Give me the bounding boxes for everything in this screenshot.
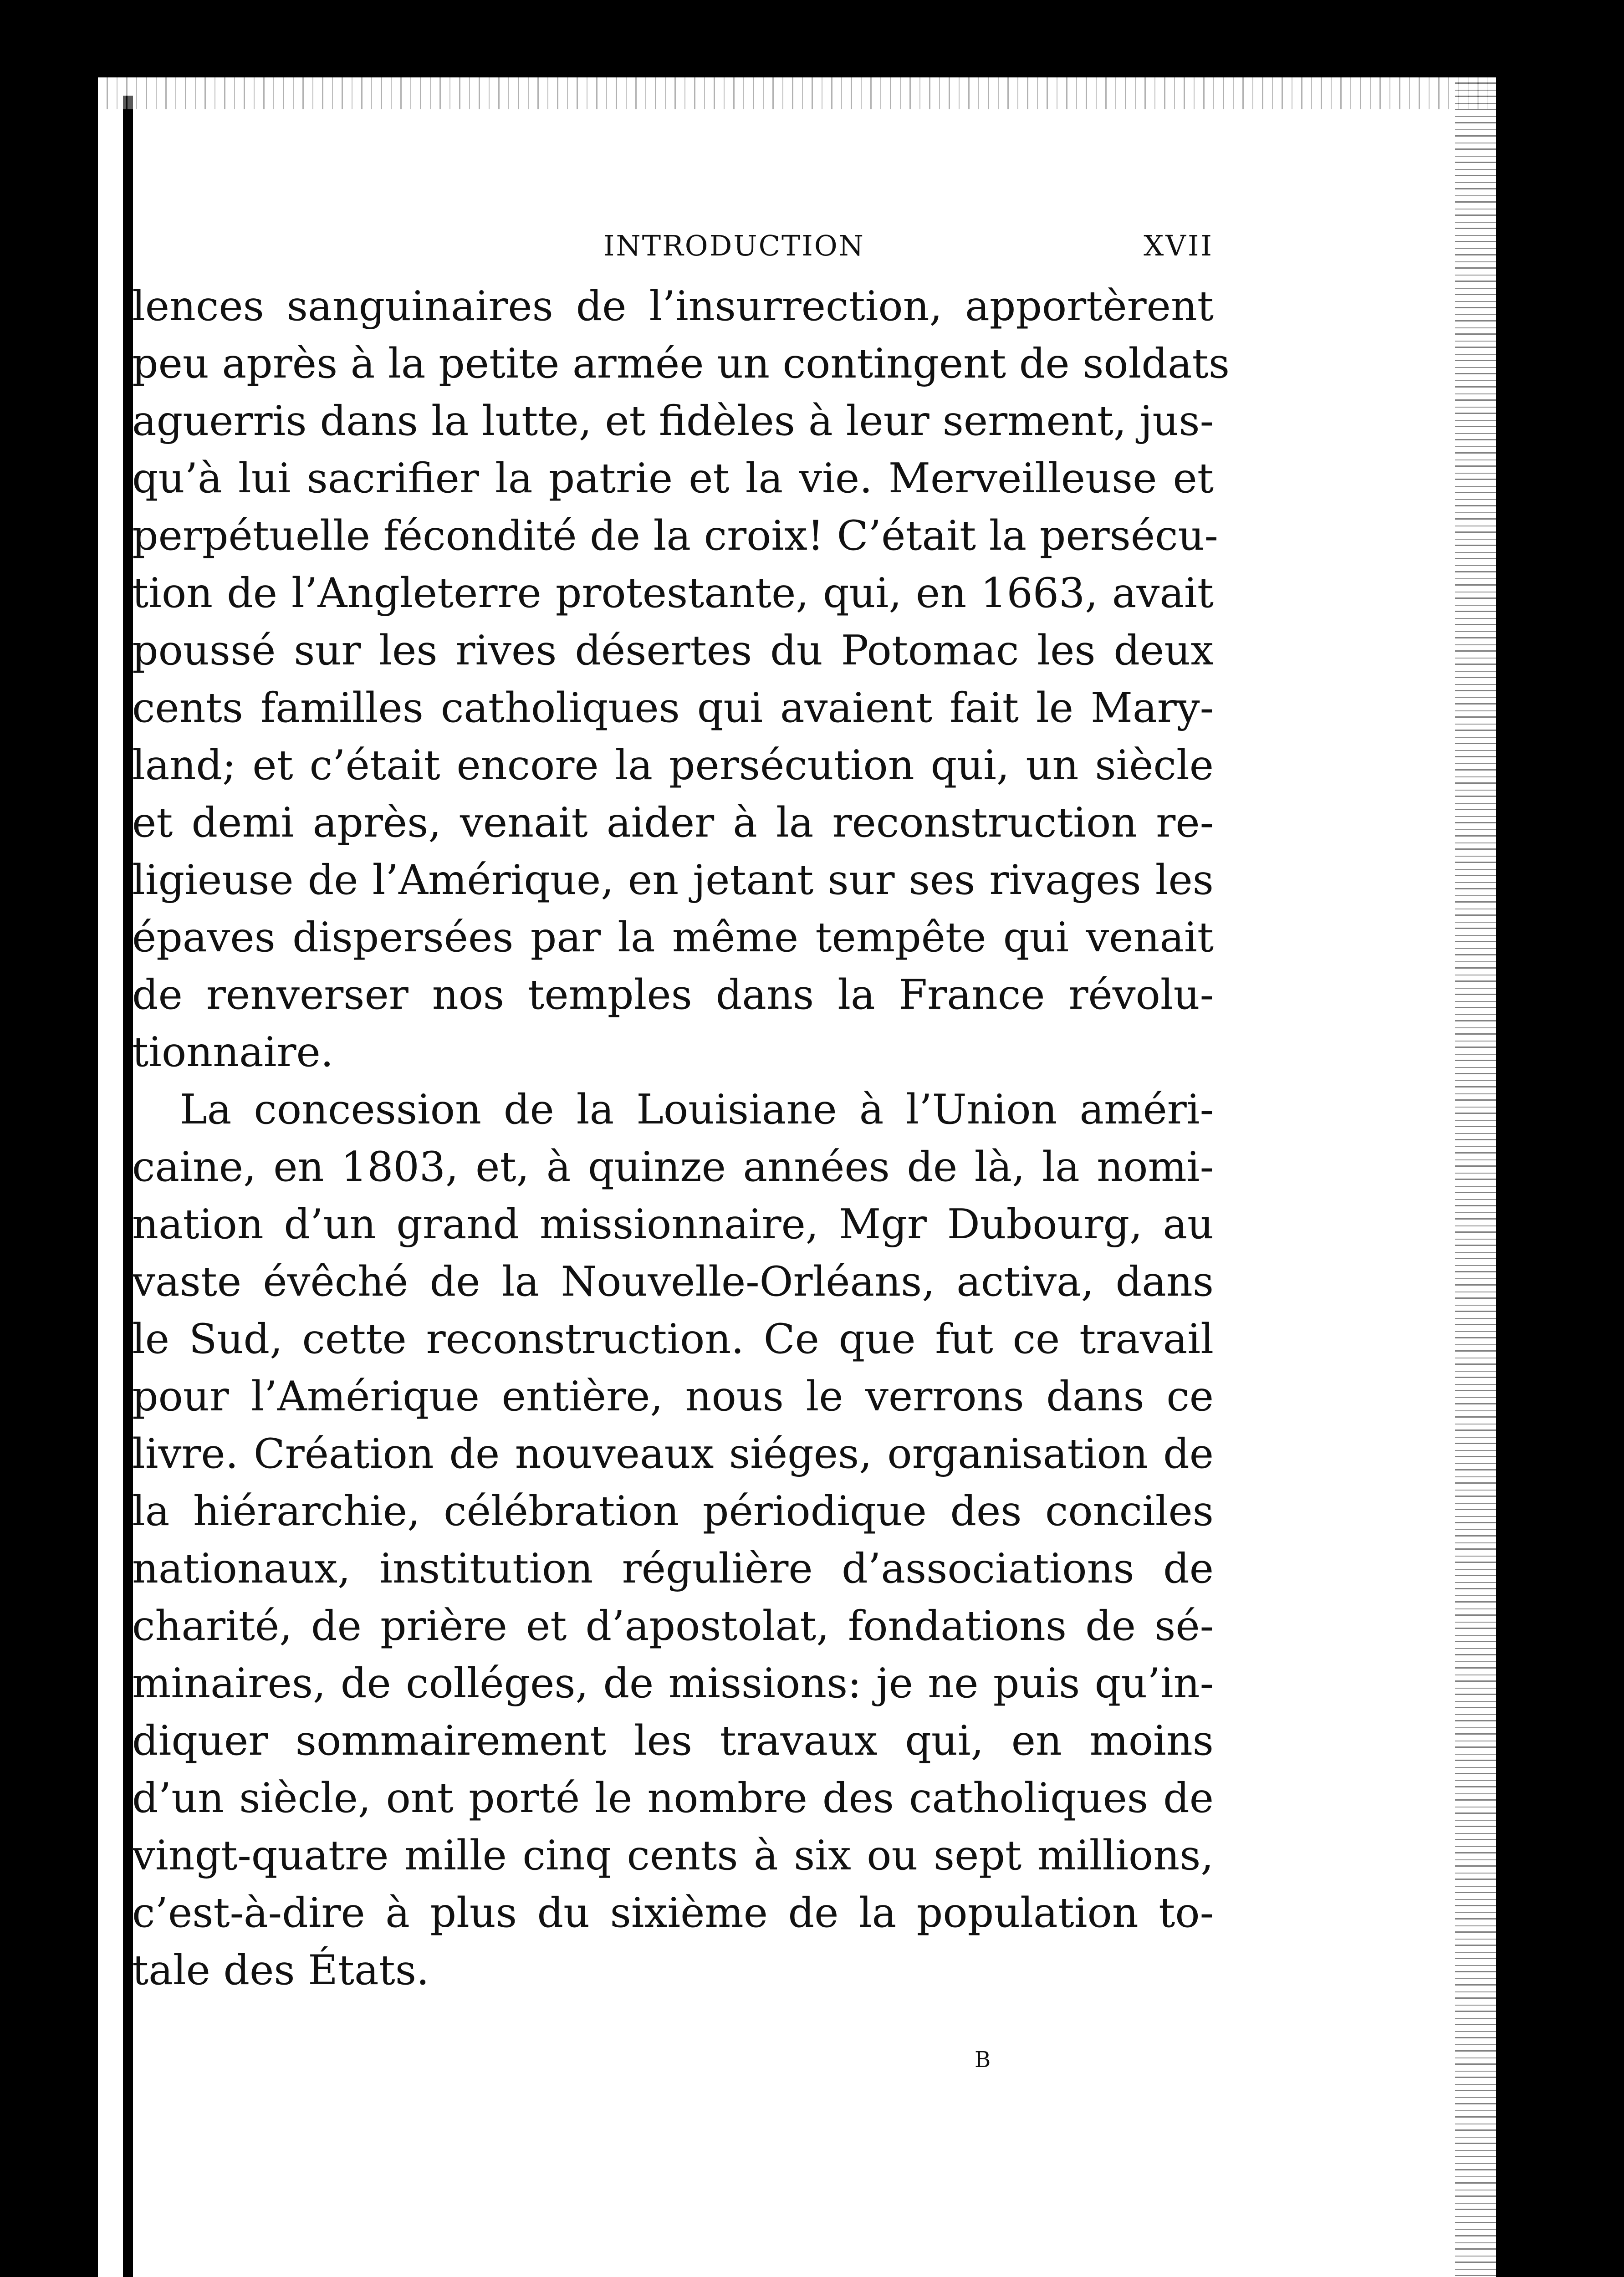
text-line: cents familles catholiques qui avaient fait le Mary- [132,684,1214,732]
text-line: épaves dispersées par la même tempête qui venait [132,914,1214,961]
body-text [132,278,1230,1999]
page-folio: XVII [1144,229,1214,262]
binding-gutter-line [123,96,133,2277]
running-head [132,225,1214,266]
text-line: diquer sommairement les travaux qui, en moins [132,1717,1214,1765]
text-line: livre. Création de nouveaux siéges, organisation de [132,1430,1214,1478]
text-line: tion de l’Angleterre protestante, qui, en 1663, avait [132,569,1214,617]
top-edge-noise [98,77,1496,109]
text-line: ligieuse de l’Amérique, en jetant sur ses rivages les [132,856,1214,904]
text-line: vingt-quatre mille cinq cents à six ou sept millions, [132,1832,1214,1879]
text-line: qu’à lui sacrifier la patrie et la vie. Merveilleuse et [132,454,1214,502]
text-line: et demi après, venait aider à la reconstruction re- [132,799,1214,847]
text-line: aguerris dans la lutte, et fidèles à leur serment, jus- [132,397,1214,445]
text-line: c’est-à-dire à plus du sixième de la population to- [132,1889,1214,1937]
text-line: lences sanguinaires de l’insurrection, apportèrent [132,282,1214,330]
text-line: la hiérarchie, célébration périodique des conciles [132,1487,1214,1535]
signature-mark: B [975,2047,992,2073]
paragraph-2 [132,1081,1214,1999]
text-line: peu après à la petite armée un contingent de soldats [132,340,1230,388]
text-line: land; et c’était encore la persécution qui, un siècle [132,741,1214,789]
text-line: tale des États. [132,1946,429,1994]
text-line: vaste évêché de la Nouvelle-Orléans, activa, dans [132,1258,1214,1306]
text-line: nation d’un grand missionnaire, Mgr Dubourg, au [132,1200,1214,1248]
running-title: INTRODUCTION [603,229,865,262]
text-line: charité, de prière et d’apostolat, fondations de sé- [132,1602,1214,1650]
text-line: nationaux, institution régulière d’associations de [132,1545,1214,1593]
text-line: perpétuelle fécondité de la croix! C’était la persécu- [132,512,1218,560]
text-line: le Sud, cette reconstruction. Ce que fut ce travail [132,1315,1214,1363]
text-line: La concession de la Louisiane à l’Union améri- [180,1086,1214,1133]
text-line: tionnaire. [132,1028,334,1076]
text-line: d’un siècle, ont porté le nombre des catholiques de [132,1774,1214,1822]
right-edge-noise [1455,77,1496,2277]
text-line: minaires, de colléges, de missions: je ne puis qu’in- [132,1659,1214,1707]
text-line: poussé sur les rives désertes du Potomac les deux [132,627,1214,674]
text-line: pour l’Amérique entière, nous le verrons dans ce [132,1373,1214,1420]
paragraph-1 [132,278,1230,1081]
text-line: de renverser nos temples dans la France révolu- [132,971,1214,1019]
text-line: caine, en 1803, et, à quinze années de là, la nomi- [132,1143,1214,1191]
